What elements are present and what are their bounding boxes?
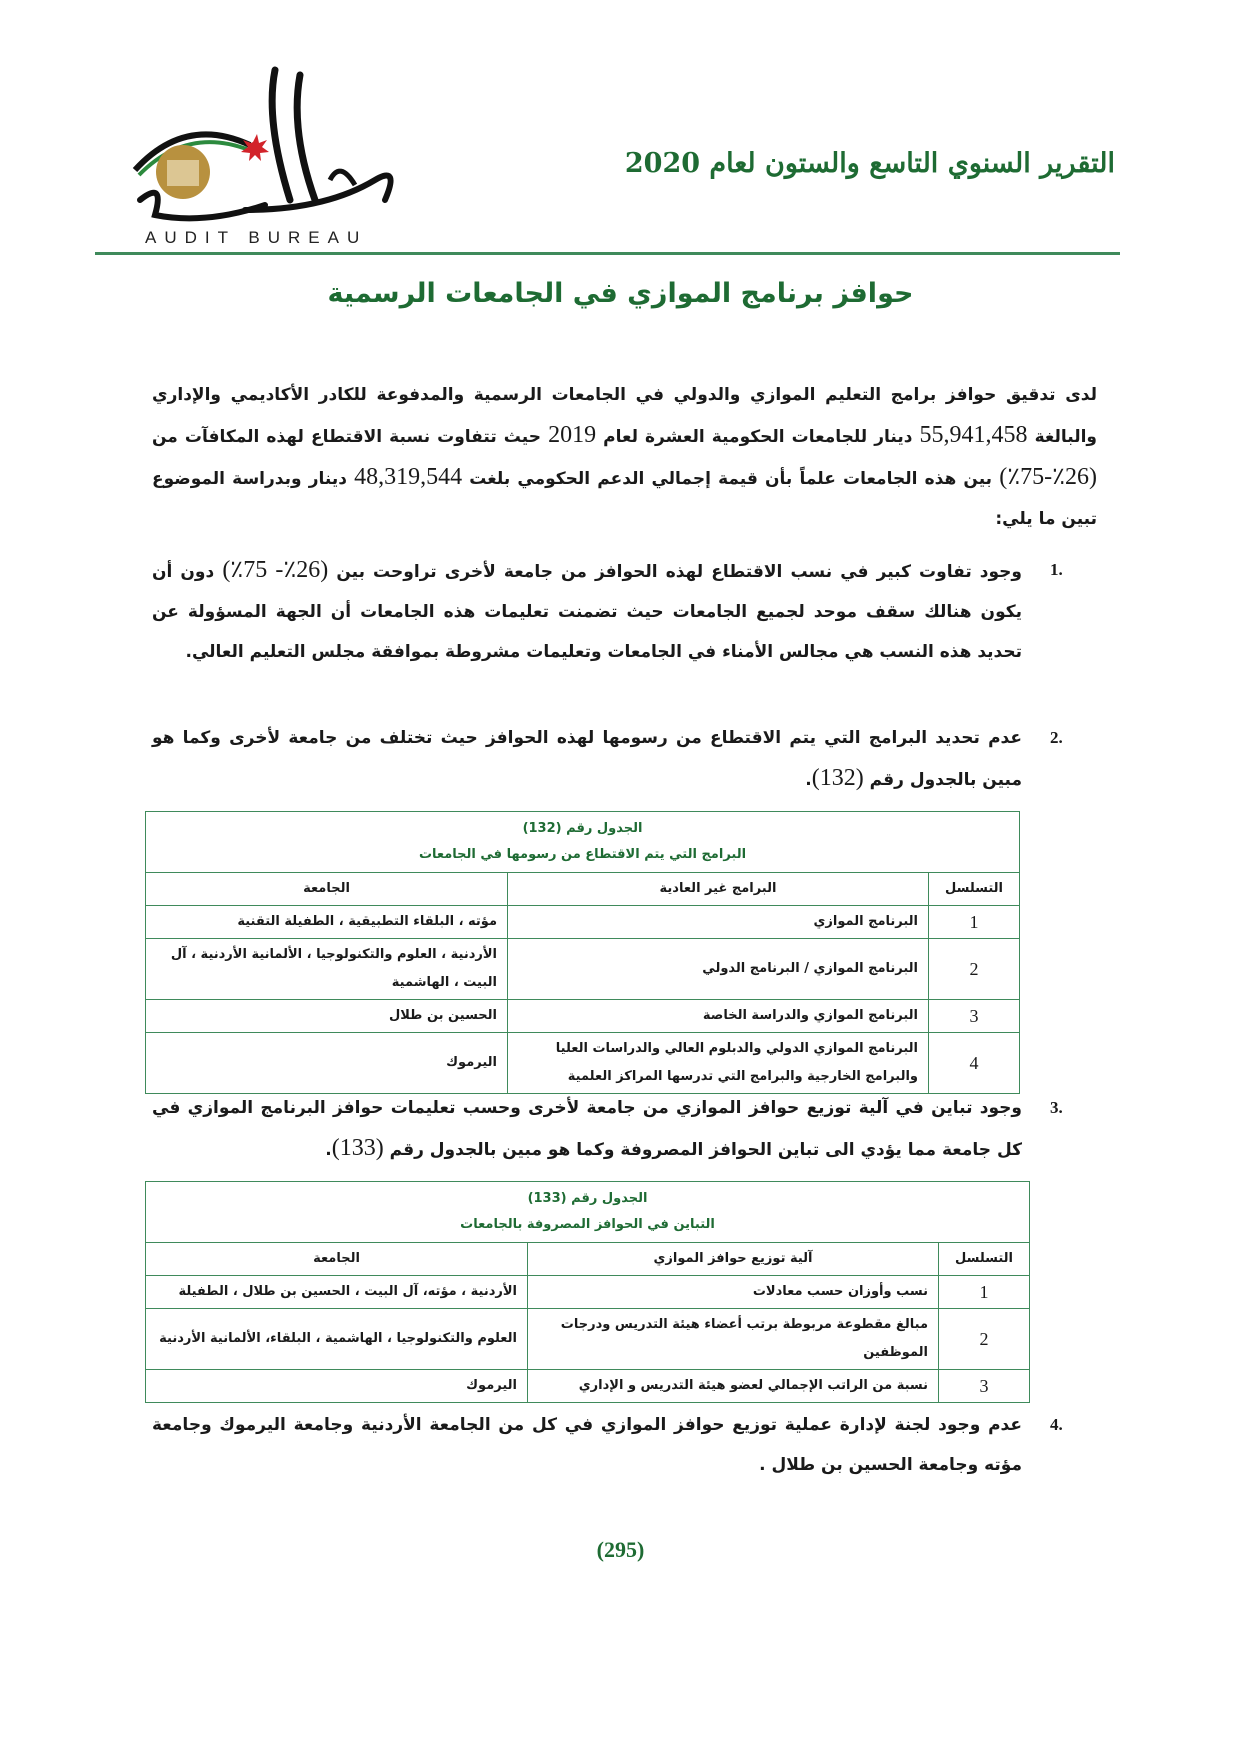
- column-header: الجامعة: [146, 1243, 528, 1276]
- finding-marker: 4.: [1050, 1415, 1063, 1434]
- finding-text: دون أن يكون هنالك سقف موحد لجميع الجامعات حيث تضمنت تعليمات هذه الجامعات أن الجهة المسؤولة عن تحديد هذه النسب هي مجالس الأمناء في الجامعات وتعليمات مشروطة بموافقة مجلس التعليم العالي.: [152, 562, 1022, 662]
- government-support-amount: 48,319,544: [354, 464, 463, 490]
- total-incentives-amount: 55,941,458: [919, 422, 1028, 448]
- table-subtitle: التباين في الحوافز المصروفة بالجامعات: [460, 1217, 715, 1232]
- table-caption: [146, 812, 1020, 873]
- column-header: البرامج غير العادية: [508, 873, 929, 906]
- column-header: التسلسل: [929, 873, 1020, 906]
- program-cell: البرنامج الموازي / البرنامج الدولي: [508, 939, 929, 1000]
- table-row: [146, 939, 1020, 1000]
- university-cell: العلوم والتكنولوجيا ، الهاشمية ، البلقاء، الألمانية الأردنية: [146, 1309, 528, 1370]
- finding-item-2: [152, 718, 1022, 800]
- finding-item-4: [152, 1405, 1022, 1485]
- program-cell: البرنامج الموازي: [508, 906, 929, 939]
- seq-cell: 2: [929, 939, 1020, 1000]
- finding-text: وجود تباين في آلية توزيع حوافز الموازي من جامعة لأخرى وحسب تعليمات حوافز البرنامج الموازي في كل جامعة مما يؤدي الى تباين الحوافز المصروفة وكما هو مبين بالجدول رقم: [152, 1098, 1022, 1160]
- year-value: 2019: [548, 422, 597, 448]
- university-cell: مؤته ، البلقاء التطبيقية ، الطفيلة التقنية: [146, 906, 508, 939]
- university-cell: الحسين بن طلال: [146, 1000, 508, 1033]
- section-title: حوافز برنامج الموازي في الجامعات الرسمية: [327, 278, 914, 309]
- finding-text: عدم وجود لجنة لإدارة عملية توزيع حوافز الموازي في كل من الجامعة الأردنية وجامعة اليرموك وجامعة مؤته وجامعة الحسين بن طلال .: [152, 1415, 1022, 1475]
- seq-cell: 4: [929, 1033, 1020, 1094]
- intro-text: دينار وبدراسة الموضوع تبين ما يلي:: [152, 469, 1097, 529]
- table-row: [146, 1370, 1030, 1403]
- table-reference: (132): [811, 765, 864, 791]
- finding-text: عدم تحديد البرامج التي يتم الاقتطاع من رسومها لهذه الحوافز حيث تختلف من جامعة لأخرى وكما هو مبين بالجدول رقم: [152, 728, 1022, 790]
- intro-text: دينار للجامعات الحكومية العشرة لعام: [596, 427, 920, 447]
- audit-bureau-logo: [125, 60, 415, 250]
- deduction-range: (26٪- 75٪): [222, 557, 329, 583]
- table-caption: [146, 1182, 1030, 1243]
- finding-text: .: [805, 770, 812, 790]
- seq-cell: 3: [929, 1000, 1020, 1033]
- university-cell: الأردنية ، العلوم والتكنولوجيا ، الألمانية الأردنية ، آل البيت ، الهاشمية: [146, 939, 508, 1000]
- finding-text: .: [325, 1140, 332, 1160]
- mechanism-cell: نسب وأوزان حسب معادلات: [528, 1276, 939, 1309]
- seq-cell: 2: [939, 1309, 1030, 1370]
- logo-calligraphy-icon: [125, 60, 415, 235]
- table-row: [146, 1309, 1030, 1370]
- finding-marker: 2.: [1050, 728, 1063, 747]
- finding-item-3: [152, 1088, 1022, 1170]
- mechanism-cell: مبالغ مقطوعة مربوطة برتب أعضاء هيئة التدريس ودرجات الموظفين: [528, 1309, 939, 1370]
- header-divider: [95, 252, 1120, 255]
- program-cell: البرنامج الموازي الدولي والدبلوم العالي والدراسات العليا والبرامج الخارجية والبرامج التي تدرسها المراكز العلمية: [508, 1033, 929, 1094]
- table-header-row: [146, 1243, 1030, 1276]
- finding-marker: 1.: [1050, 560, 1063, 579]
- program-cell: البرنامج الموازي والدراسة الخاصة: [508, 1000, 929, 1033]
- table-132: [145, 811, 1020, 1094]
- intro-text: حيث تتفاوت نسبة الاقتطاع لهذه المكافآت من: [152, 427, 549, 447]
- seq-cell: 3: [939, 1370, 1030, 1403]
- university-cell: الأردنية ، مؤته، آل البيت ، الحسين بن طلال ، الطفيلة: [146, 1276, 528, 1309]
- column-header: التسلسل: [939, 1243, 1030, 1276]
- intro-text: لدى تدقيق حوافز برامج التعليم الموازي والدولي في الجامعات الرسمية والمدفوعة للكادر الأكاديمي والإداري والبالغة: [152, 385, 1098, 447]
- mechanism-cell: نسبة من الراتب الإجمالي لعضو هيئة التدريس و الإداري: [528, 1370, 939, 1403]
- seq-cell: 1: [939, 1276, 1030, 1309]
- report-title: التقرير السنوي التاسع والستون لعام 2020: [624, 148, 1115, 179]
- university-cell: اليرموك: [146, 1370, 528, 1403]
- table-133: [145, 1181, 1030, 1403]
- page-number: (295): [596, 1537, 645, 1562]
- finding-text: وجود تفاوت كبير في نسب الاقتطاع لهذه الحوافز من جامعة لأخرى تراوحت بين: [328, 562, 1022, 582]
- logo-english-text: AUDIT BUREAU: [145, 228, 368, 247]
- table-row: [146, 1000, 1020, 1033]
- table-reference: (133): [331, 1135, 384, 1161]
- page-header: [95, 60, 1115, 255]
- column-header: آلية توزيع حوافز الموازي: [528, 1243, 939, 1276]
- table-title: الجدول رقم (132): [522, 821, 643, 836]
- finding-item-1: [152, 550, 1022, 672]
- intro-paragraph: [152, 375, 1097, 539]
- table-header-row: [146, 873, 1020, 906]
- table-title: الجدول رقم (133): [527, 1191, 648, 1206]
- table-row: [146, 1033, 1020, 1094]
- column-header: الجامعة: [146, 873, 508, 906]
- finding-marker: 3.: [1050, 1098, 1063, 1117]
- table-row: [146, 1276, 1030, 1309]
- table-subtitle: البرامج التي يتم الاقتطاع من رسومها في الجامعات: [418, 847, 747, 862]
- table-row: [146, 906, 1020, 939]
- deduction-range: (26٪-75٪): [999, 464, 1097, 490]
- university-cell: اليرموك: [146, 1033, 508, 1094]
- intro-text: بين هذه الجامعات علماً بأن قيمة إجمالي الدعم الحكومي بلغت: [462, 469, 1000, 489]
- seq-cell: 1: [929, 906, 1020, 939]
